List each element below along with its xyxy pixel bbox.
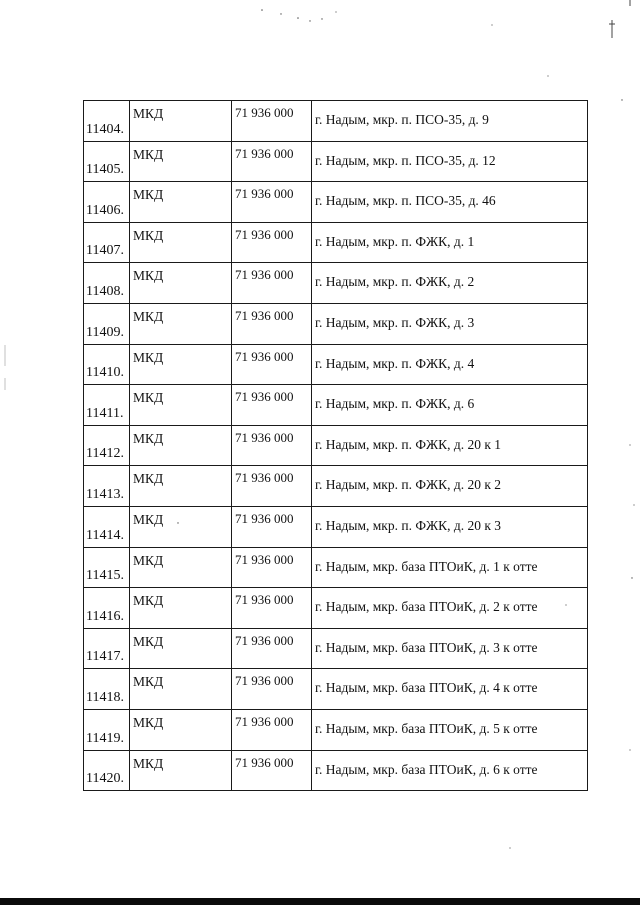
oktmo-code: 71 936 000 (235, 348, 294, 364)
object-type: МКД (133, 552, 164, 568)
oktmo-code: 71 936 000 (235, 105, 294, 120)
address-cell (312, 263, 588, 304)
object-type: МКД (133, 146, 164, 162)
oktmo-code: 71 936 000 (235, 267, 294, 283)
address-cell (312, 182, 588, 223)
object-type-cell (130, 222, 232, 263)
object-type-cell (130, 750, 232, 791)
oktmo-code: 71 936 000 (235, 429, 294, 445)
object-type-cell (130, 669, 232, 710)
address-text: г. Надым, мкр. база ПТОиК, д. 6 к отте (315, 761, 538, 777)
address-cell (312, 303, 588, 344)
oktmo-code: 71 936 000 (235, 592, 294, 608)
oktmo-code-cell (232, 141, 312, 182)
oktmo-code-cell (232, 101, 312, 142)
row-number: 11409. (86, 324, 124, 340)
address-text: г. Надым, мкр. п. ФЖК, д. 20 к 1 (315, 436, 502, 452)
object-type: МКД (133, 755, 164, 771)
address-text: г. Надым, мкр. п. ФЖК, д. 20 к 3 (315, 517, 502, 533)
row-number: 11404. (86, 121, 124, 137)
row-number: 11410. (86, 365, 124, 381)
object-type: МКД (133, 268, 164, 284)
address-cell (312, 141, 588, 182)
object-type-cell (130, 385, 232, 426)
table-row (84, 101, 588, 142)
oktmo-code: 71 936 000 (235, 551, 294, 567)
oktmo-code-cell (232, 506, 312, 547)
oktmo-code-cell (232, 709, 312, 750)
address-text: г. Надым, мкр. п. ФЖК, д. 2 (315, 274, 475, 290)
object-type-cell (130, 101, 232, 142)
object-type: МКД (133, 227, 164, 243)
row-number-cell (84, 506, 130, 547)
address-cell (312, 101, 588, 142)
table-row (84, 628, 588, 669)
oktmo-code: 71 936 000 (235, 673, 294, 689)
table-row (84, 303, 588, 344)
object-type: МКД (133, 633, 164, 649)
address-cell (312, 628, 588, 669)
address-cell (312, 750, 588, 791)
address-text: г. Надым, мкр. п. ПСО-35, д. 9 (315, 112, 489, 127)
row-number: 11411. (86, 405, 124, 421)
table-row (84, 425, 588, 466)
address-text: г. Надым, мкр. п. ФЖК, д. 6 (315, 396, 475, 412)
row-number-cell (84, 547, 130, 588)
object-type-cell (130, 628, 232, 669)
oktmo-code: 71 936 000 (235, 470, 294, 486)
object-type: МКД (133, 471, 164, 487)
object-type-cell (130, 547, 232, 588)
row-number: 11419. (86, 730, 124, 746)
address-text: г. Надым, мкр. база ПТОиК, д. 4 к отте (315, 680, 538, 696)
object-type-cell (130, 344, 232, 385)
address-text: г. Надым, мкр. база ПТОиК, д. 2 к отте (315, 599, 538, 615)
row-number-cell (84, 385, 130, 426)
row-number-cell (84, 425, 130, 466)
row-number-cell (84, 750, 130, 791)
address-cell (312, 588, 588, 629)
address-text: г. Надым, мкр. база ПТОиК, д. 1 к отте (315, 558, 538, 574)
oktmo-code-cell (232, 588, 312, 629)
table-row (84, 547, 588, 588)
row-number-cell (84, 628, 130, 669)
row-number: 11416. (86, 608, 124, 624)
table-row (84, 263, 588, 304)
row-number: 11414. (86, 527, 124, 543)
address-cell (312, 385, 588, 426)
table-row (84, 750, 588, 791)
object-type-cell (130, 425, 232, 466)
table-row (84, 466, 588, 507)
address-cell (312, 466, 588, 507)
row-number: 11408. (86, 283, 124, 299)
row-number-cell (84, 466, 130, 507)
oktmo-code-cell (232, 669, 312, 710)
object-type-cell (130, 303, 232, 344)
object-type: МКД (133, 349, 164, 365)
oktmo-code-cell (232, 547, 312, 588)
address-cell (312, 709, 588, 750)
row-number-cell (84, 222, 130, 263)
address-cell (312, 547, 588, 588)
row-number: 11415. (86, 568, 124, 584)
oktmo-code-cell (232, 182, 312, 223)
row-number-cell (84, 669, 130, 710)
address-cell (312, 506, 588, 547)
object-type: МКД (133, 430, 164, 446)
table-row (84, 222, 588, 263)
row-number: 11407. (86, 243, 124, 259)
object-type-cell (130, 506, 232, 547)
address-cell (312, 344, 588, 385)
object-type: МКД (133, 187, 164, 203)
oktmo-code-cell (232, 344, 312, 385)
object-type: МКД (133, 106, 164, 121)
oktmo-code-cell (232, 303, 312, 344)
object-type-cell (130, 588, 232, 629)
row-number-cell (84, 303, 130, 344)
address-text: г. Надым, мкр. п. ФЖК, д. 20 к 2 (315, 477, 502, 493)
table-row (84, 669, 588, 710)
row-number-cell (84, 709, 130, 750)
row-number-cell (84, 263, 130, 304)
table-row (84, 182, 588, 223)
address-text: г. Надым, мкр. п. ПСО-35, д. 12 (315, 152, 496, 168)
object-type-cell (130, 466, 232, 507)
row-number: 11406. (86, 202, 124, 218)
oktmo-code-cell (232, 750, 312, 791)
oktmo-code: 71 936 000 (235, 510, 294, 526)
row-number-cell (84, 101, 130, 142)
object-type: МКД (133, 714, 164, 730)
table-row (84, 385, 588, 426)
oktmo-code: 71 936 000 (235, 754, 294, 770)
oktmo-code-cell (232, 385, 312, 426)
oktmo-code-cell (232, 425, 312, 466)
oktmo-code-cell (232, 466, 312, 507)
object-type: МКД (133, 674, 164, 690)
table-row (84, 709, 588, 750)
oktmo-code: 71 936 000 (235, 713, 294, 729)
row-number: 11412. (86, 446, 124, 462)
row-number: 11418. (86, 689, 124, 705)
table-row (84, 344, 588, 385)
address-text: г. Надым, мкр. п. ФЖК, д. 4 (315, 355, 475, 371)
object-type-cell (130, 709, 232, 750)
address-cell (312, 222, 588, 263)
oktmo-code: 71 936 000 (235, 307, 294, 323)
address-registry-table (83, 100, 588, 791)
table-row (84, 588, 588, 629)
address-text: г. Надым, мкр. п. ФЖК, д. 3 (315, 314, 475, 330)
object-type-cell (130, 263, 232, 304)
object-type: МКД (133, 390, 164, 406)
address-cell (312, 669, 588, 710)
object-type-cell (130, 141, 232, 182)
oktmo-code: 71 936 000 (235, 145, 294, 161)
oktmo-code: 71 936 000 (235, 226, 294, 242)
oktmo-code-cell (232, 263, 312, 304)
row-number: 11420. (86, 771, 124, 787)
oktmo-code-cell (232, 222, 312, 263)
address-text: г. Надым, мкр. п. ПСО-35, д. 46 (315, 193, 496, 209)
row-number: 11405. (86, 162, 124, 178)
table-row (84, 141, 588, 182)
row-number: 11413. (86, 486, 124, 502)
object-type: МКД (133, 593, 164, 609)
oktmo-code: 71 936 000 (235, 186, 294, 202)
registry-rows (84, 101, 588, 791)
address-text: г. Надым, мкр. п. ФЖК, д. 1 (315, 233, 475, 249)
address-text: г. Надым, мкр. база ПТОиК, д. 5 к отте (315, 720, 538, 736)
row-number: 11417. (86, 649, 124, 665)
oktmo-code: 71 936 000 (235, 389, 294, 405)
table-row (84, 506, 588, 547)
row-number-cell (84, 141, 130, 182)
row-number-cell (84, 588, 130, 629)
address-text: г. Надым, мкр. база ПТОиК, д. 3 к отте (315, 639, 538, 655)
object-type-cell (130, 182, 232, 223)
oktmo-code: 71 936 000 (235, 632, 294, 648)
address-cell (312, 425, 588, 466)
row-number-cell (84, 344, 130, 385)
oktmo-code-cell (232, 628, 312, 669)
scan-bottom-edge (0, 898, 640, 905)
object-type: МКД (133, 308, 164, 324)
row-number-cell (84, 182, 130, 223)
object-type: МКД (133, 511, 164, 527)
